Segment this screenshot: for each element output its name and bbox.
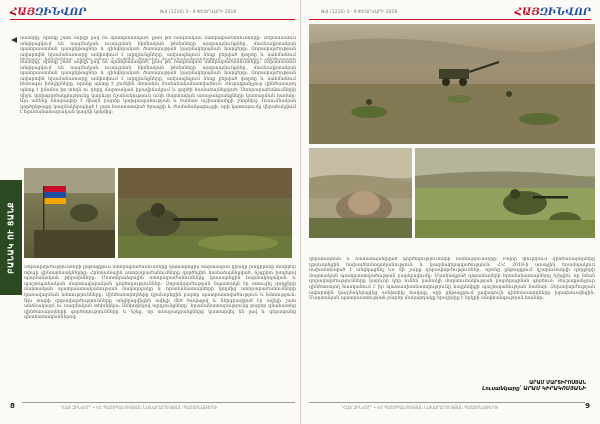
page-number-left: 8 xyxy=(10,402,15,410)
photo-explosion xyxy=(309,148,412,238)
left-header xyxy=(10,7,295,18)
author-credit xyxy=(482,380,586,392)
arrow-left-icon xyxy=(11,37,17,43)
magazine-logo: ՀԱՅԶԻՆՎՈՐ xyxy=(10,7,87,18)
right-header xyxy=(319,7,591,18)
issue-line-right: №4 (1216) 3 - 9 ՓԵՏՐՎԱՐԻ 2018 xyxy=(321,10,398,15)
top-text-first-lines: մասերը, որոնք շատ ավելի լավ են պատրաստված, քան թե ռազմական ստորաբաժանումները: Զորամասում անցկացվում են ռազմական ուսուցման հիմնական թեմաների պարապմունքներ, մասնագիտական պատրաստման դասընթացներ և զինվորական ծառայության կազմակերպման հարցերը: Զորավարժության ավարտին հրամանատարը ամփոփում է արդյունքները, ամրապնդում ձեռք բերված փորձը և սահմանում xyxy=(20,36,296,58)
photo-soldiers-field xyxy=(415,148,595,238)
header-rule xyxy=(10,19,295,20)
bottom-text-column: Զորավարժությունների ընթացքում ստորաբաժանումները կատարեցին մարտական կրակի խնդիրներ տարբեր տիպի զինատեսակներից: Հրետանային ստորաբաժանումները գործեցին համաձայնեցված, ճշգրիտ խոցելով պայմանական թիրախները: Մոտոհրաձգային ստորաբաժանումները կատարեցին հարձակողական և պաշտպանական մարտավարական գործողություններ: Զորավարժության նպատակն էր ստուգել զորքերի մարտական պատրաստականության մակարդակը և հրամանատարների կողմից ստորաբաժանումների կառավարման հմտությունները: Զինծառայողները դրսևորեցին բարձր պատրաստվածություն և հմտություն: Այս տարի զորավարժությունները անցկացվեցին ավելի մեծ ծավալով և ներգրավված էր ավելի շատ անձնակազմ ու ռազմական տեխնիկա: Ամփոփելով արդյունքները՝ հրամանատարությունը բարձր գնահատեց զինծառայողների գործողությունները և նշեց, որ առաջադրանքները կատարվել են լավ և գերազանց գնահատականներով: xyxy=(24,265,296,321)
page-number-right: 9 xyxy=(585,402,590,410)
section-tab: ԲԱՆԱԿ ՈՒ ՑԱՆՔ xyxy=(0,180,22,295)
right-bottom-text: վերահսկման և համաձայնեցված գործողությունների հմտությունները: Բոլոր փուլերում զինծառայողները դրսևորեցին նախաձեռնողականություն և կազմակերպվածություն: Հ/Հ 2018-ի առաջին եռամսյակում նախատեսված է անցկացնել ևս մի շարք զորավարժություններ, որոնց ընթացքում կշարունակվի զորքերի մարտական պատրաստվածության բարելավումը: Մասնակցած զորամասերի հրամանատարները նշեցին, որ նման զորավարժությունները կարևոր դեր ունեն բանակի մարտունակության բարձրացման գործում: Յուրաքանչյուր զինծառայող հասկանում է իր պատասխանատվությունը հայրենիքի պաշտպանության համար: Զորավարժության ավարտին կազմակերպվեց ամփոփիչ հավաք, որի ընթացքում լավագույն զինծառայողները խրախուսվեցին: Մարտական պատրաստության բարձր մակարդակը երաշխիք է երկրի անվտանգության համար: xyxy=(309,257,595,302)
photo-credit: Լուսանկարը՝ ԱՐԱՄ ԿԻՐԱԿՈՍՅԱՆԻ xyxy=(482,386,586,392)
photo-soldier-flag xyxy=(24,168,115,258)
header-rule-right xyxy=(309,19,591,20)
photo-soldier-grass xyxy=(118,168,292,258)
photo-artillery-field xyxy=(309,24,595,144)
footer-left: "ՀԱՅ ԶԻՆՎՈՐ" • ՀՀ ՊԱՇՏՊԱՆՈՒԹՅԱՆ ՆԱԽԱՐԱՐՈՒԹՅԱՆ ՊԱՇՏՈՆԱԹԵՐԹ xyxy=(60,405,217,410)
top-text-column: մասերը, որոնք շատ ավելի լավ են պատրաստված, քան թե ռազմական ստորաբաժանումները: Զորամասում անցկացվում են ռազմական ուսուցման հիմնական թեմաների պարապմունքներ, մասնագիտական պատրաստման դասընթացներ և զինվորական ծառայության կազմակերպման հարցերը: Զորավարժության ավարտին հրամանատարը ամփոփում է արդյունքները, ամրապնդում ձեռք բերված փորձը և սահմանում հետագա խնդիրները, որոնք պետք է լուծվեն մոտակա ժամանակահատվածում: Յուրաքանչյուր զինծառայող պետք է իմանա իր տեղն ու դերը մարտական իրավիճակում և գործի համաձայնեցված: Ստորաբաժանումների միջև փոխգործակցությունը կարևոր նշանակություն ունի մարտական առաջադրանքների կատարման համար: Այս ամենը հնարավոր է միայն բարձր կարգապահության և համառ աշխատանքի շնորհիվ: Ուսումնական գործընթացը կազմակերպված է ըստ հաստատված ծրագրի և ժամանակացույցի, որի կատարումը վերահսկվում է հրամանատարական կազմի կողմից: xyxy=(20,60,296,116)
magazine-logo-right: ՀԱՅԶԻՆՎՈՐ xyxy=(514,7,591,18)
footer-rule-right xyxy=(309,402,585,403)
footer-right: "ՀԱՅ ԶԻՆՎՈՐ" • ՀՀ ՊԱՇՏՊԱՆՈՒԹՅԱՆ ՆԱԽԱՐԱՐՈՒԹՅԱՆ ՊԱՇՏՈՆԱԹԵՐԹ xyxy=(341,405,498,410)
footer-rule-left xyxy=(22,402,295,403)
author-name: ԱՐԱՄ ՄԱՐՏԻՐՈՍՅԱՆ xyxy=(529,380,586,386)
issue-line: №4 (1216) 3 - 9 ՓԵՏՐՎԱՐԻ 2018 xyxy=(160,10,237,15)
right-page xyxy=(300,0,600,424)
